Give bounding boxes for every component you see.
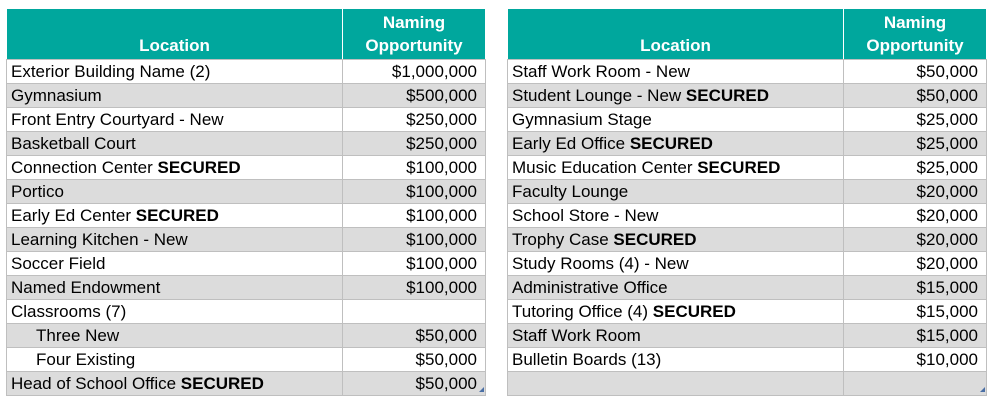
location-name: Exterior Building Name (2) (11, 61, 211, 81)
location-name: Head of School Office (11, 373, 177, 393)
header-row (7, 9, 486, 60)
amount-cell (844, 348, 987, 372)
location-cell (508, 228, 844, 252)
amount-value: $20,000 (916, 229, 978, 249)
location-cell (7, 84, 343, 108)
table-row (508, 156, 987, 180)
amount-value: $50,000 (415, 349, 477, 369)
table-row (508, 228, 987, 252)
amount-cell (844, 252, 987, 276)
location-name: Tutoring Office (4) (512, 301, 649, 321)
table-row (508, 348, 987, 372)
location-name: Early Ed Center (11, 205, 131, 225)
amount-value: $15,000 (916, 277, 978, 297)
table-row (7, 372, 486, 396)
amount-value: $100,000 (406, 157, 477, 177)
amount-value: $20,000 (916, 205, 978, 225)
table-row (508, 252, 987, 276)
location-name: Study Rooms (4) - New (512, 253, 689, 273)
location-cell (7, 324, 343, 348)
amount-value: $20,000 (916, 253, 978, 273)
location-cell (508, 60, 844, 84)
header-naming-line2: Opportunity (866, 36, 964, 55)
location-name: Basketball Court (11, 133, 136, 153)
table-row (508, 60, 987, 84)
location-name: Bulletin Boards (13) (512, 349, 662, 369)
amount-value: $1,000,000 (391, 61, 477, 81)
header-location (7, 9, 343, 60)
table-row (7, 156, 486, 180)
location-cell (508, 300, 844, 324)
location-name: Learning Kitchen - New (11, 229, 188, 249)
location-cell (508, 252, 844, 276)
secured-tag: SECURED (652, 301, 736, 321)
location-cell (7, 204, 343, 228)
location-cell (7, 108, 343, 132)
amount-cell (343, 348, 486, 372)
table-row (7, 252, 486, 276)
amount-value: $100,000 (406, 205, 477, 225)
location-cell (7, 252, 343, 276)
amount-value: $50,000 (415, 325, 477, 345)
location-name: Music Education Center (512, 157, 693, 177)
secured-tag: SECURED (685, 85, 770, 105)
naming-table-right (507, 8, 987, 396)
location-cell (508, 372, 844, 396)
location-name: Staff Work Room - New (512, 61, 690, 81)
secured-tag: SECURED (697, 157, 781, 177)
table-row (508, 300, 987, 324)
amount-cell (844, 156, 987, 180)
location-cell (508, 348, 844, 372)
header-location (508, 9, 844, 60)
amount-cell (343, 252, 486, 276)
location-name: Classrooms (7) (11, 301, 127, 321)
amount-cell (343, 108, 486, 132)
amount-value: $100,000 (406, 253, 477, 273)
amount-cell (844, 108, 987, 132)
location-cell (508, 156, 844, 180)
location-cell (508, 276, 844, 300)
table-row (7, 324, 486, 348)
location-cell (7, 156, 343, 180)
table-row (508, 324, 987, 348)
table-row (7, 228, 486, 252)
amount-cell (343, 276, 486, 300)
table-row (508, 180, 987, 204)
amount-cell (343, 180, 486, 204)
table-row (508, 276, 987, 300)
amount-value: $25,000 (916, 109, 978, 129)
table-body-left (7, 60, 486, 396)
amount-value: $25,000 (916, 157, 978, 177)
resize-handle-icon[interactable] (980, 387, 985, 392)
location-name: School Store - New (512, 205, 659, 225)
location-cell (7, 276, 343, 300)
amount-cell (844, 204, 987, 228)
header-location-label: Location (139, 36, 210, 55)
amount-cell (844, 276, 987, 300)
amount-value: $10,000 (916, 349, 978, 369)
header-naming-opportunity (343, 9, 486, 60)
amount-value: $50,000 (415, 373, 477, 393)
amount-value: $100,000 (406, 229, 477, 249)
amount-cell (343, 132, 486, 156)
location-name: Front Entry Courtyard - New (11, 109, 224, 129)
table-row (508, 84, 987, 108)
header-location-label: Location (640, 36, 711, 55)
amount-value: $15,000 (916, 325, 978, 345)
header-naming-line1: Naming (883, 13, 947, 32)
header-row (508, 9, 987, 60)
amount-cell (343, 324, 486, 348)
location-name: Trophy Case (512, 229, 609, 249)
location-name: Administrative Office (512, 277, 668, 297)
amount-cell (343, 156, 486, 180)
amount-cell (844, 132, 987, 156)
amount-value: $100,000 (406, 277, 477, 297)
amount-value: $100,000 (406, 181, 477, 201)
table-row (7, 84, 486, 108)
location-name: Three New (36, 325, 120, 345)
location-cell (7, 60, 343, 84)
location-cell (508, 324, 844, 348)
amount-value: $500,000 (406, 85, 477, 105)
table-row (7, 180, 486, 204)
location-name: Faculty Lounge (512, 181, 629, 201)
location-cell (7, 180, 343, 204)
table-row (7, 348, 486, 372)
amount-cell (844, 372, 987, 396)
location-name: Gymnasium (11, 85, 102, 105)
location-cell (7, 348, 343, 372)
amount-cell (343, 204, 486, 228)
table-body-right (508, 60, 987, 396)
location-name: Soccer Field (11, 253, 106, 273)
table-row (7, 132, 486, 156)
amount-cell (343, 228, 486, 252)
amount-value: $250,000 (406, 109, 477, 129)
amount-value: $20,000 (916, 181, 978, 201)
table-row (508, 204, 987, 228)
location-name: Four Existing (36, 349, 136, 369)
table-row (7, 108, 486, 132)
secured-tag: SECURED (613, 229, 697, 249)
header-naming-line1: Naming (382, 13, 446, 32)
amount-value: $50,000 (916, 61, 978, 81)
location-cell (7, 132, 343, 156)
location-cell (7, 228, 343, 252)
resize-handle-icon[interactable] (479, 387, 484, 392)
table-row (508, 132, 987, 156)
amount-cell (343, 60, 486, 84)
header-naming-line2: Opportunity (365, 36, 463, 55)
amount-value: $50,000 (916, 85, 978, 105)
amount-cell (343, 300, 486, 324)
amount-cell (844, 180, 987, 204)
location-name: Named Endowment (11, 277, 161, 297)
location-cell (7, 372, 343, 396)
location-cell (508, 84, 844, 108)
secured-tag: SECURED (629, 133, 713, 153)
table-row (7, 60, 486, 84)
amount-cell (343, 84, 486, 108)
amount-cell (844, 324, 987, 348)
location-cell (508, 108, 844, 132)
amount-value: $15,000 (916, 301, 978, 321)
amount-cell (844, 84, 987, 108)
location-name: Connection Center (11, 157, 153, 177)
location-cell (508, 132, 844, 156)
amount-value: $250,000 (406, 133, 477, 153)
location-cell (508, 180, 844, 204)
location-name: Gymnasium Stage (512, 109, 652, 129)
location-name: Student Lounge - New (512, 85, 682, 105)
table-row (7, 204, 486, 228)
table-row (7, 276, 486, 300)
amount-cell (343, 372, 486, 396)
location-name: Staff Work Room (512, 325, 641, 345)
amount-cell (844, 300, 987, 324)
table-row (7, 300, 486, 324)
secured-tag: SECURED (135, 205, 219, 225)
amount-cell (844, 60, 987, 84)
header-naming-opportunity (844, 9, 987, 60)
location-cell (7, 300, 343, 324)
secured-tag: SECURED (180, 373, 264, 393)
location-name: Early Ed Office (512, 133, 626, 153)
secured-tag: SECURED (157, 157, 241, 177)
location-name: Portico (11, 181, 64, 201)
table-row (508, 108, 987, 132)
table-row (508, 372, 987, 396)
naming-table-left (6, 8, 486, 396)
amount-value: $25,000 (916, 133, 978, 153)
amount-cell (844, 228, 987, 252)
location-cell (508, 204, 844, 228)
